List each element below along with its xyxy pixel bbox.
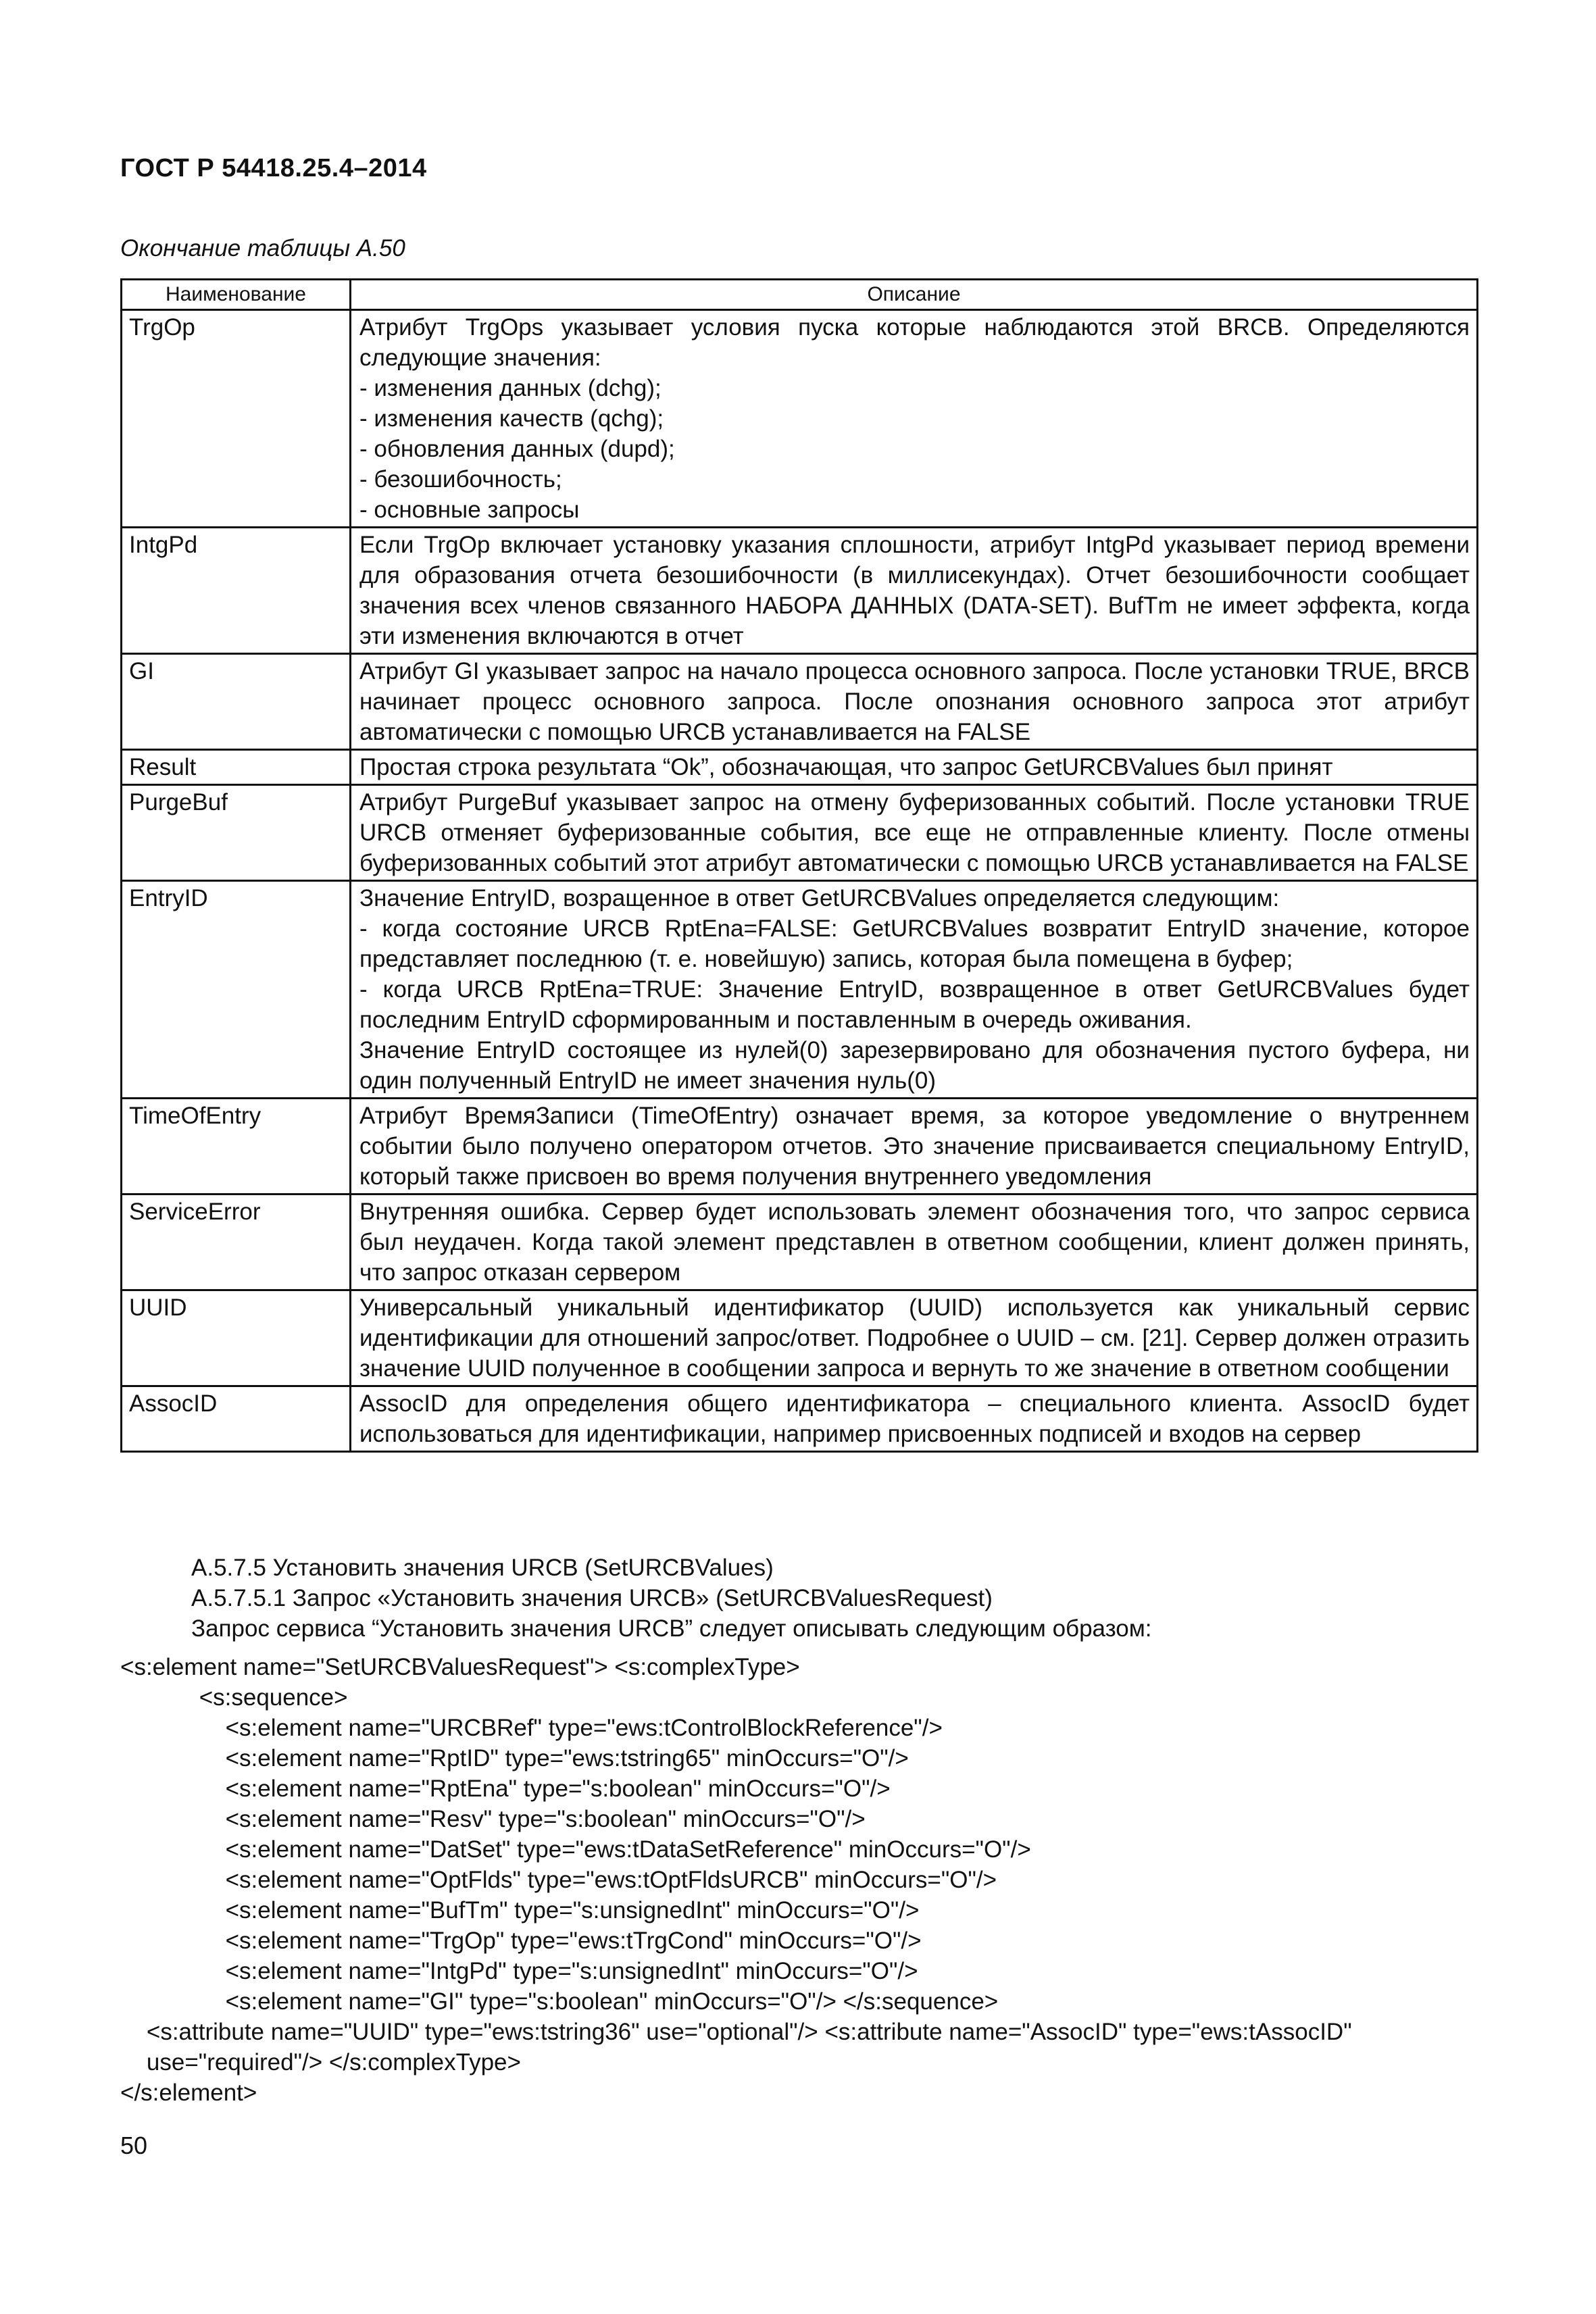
attribute-name-cell: PurgeBuf: [122, 785, 351, 881]
code-line: </s:element>: [120, 2080, 257, 2106]
attribute-description-cell: [351, 1194, 1478, 1290]
page-number: 50: [120, 2132, 148, 2159]
section-heading-a5-7-5: А.5.7.5 Установить значения URCB (SetURCBValues): [191, 1555, 774, 1581]
description-line: - обновления данных (dupd);: [359, 436, 675, 462]
description-line: - когда состояние URCB RptEna=FALSE: GetURCBValues возвратит EntryID значение, которое представляет последнюю (т. е. новейшую) запись, которая была помещена в буфер;: [359, 915, 1470, 972]
section-paragraph: Запрос сервиса “Установить значения URCB” следует описывать следующим образом:: [191, 1615, 1152, 1642]
attributes-table: [120, 278, 1478, 1453]
attribute-name-cell: EntryID: [122, 881, 351, 1099]
code-line: <s:element name="SetURCBValuesRequest"> <s:complexType>: [120, 1654, 800, 1680]
code-line: <s:element name="IntgPd" type="s:unsignedInt" minOccurs="O"/>: [120, 1958, 918, 1984]
table-row: [122, 654, 1478, 750]
description-line: - когда URCB RptEna=TRUE: Значение EntryID, возвращенное в ответ GetURCBValues будет последним EntryID сформированным и поставленным в очередь оживания.: [359, 976, 1470, 1033]
attribute-name-cell: UUID: [122, 1290, 351, 1386]
attribute-name-cell: Result: [122, 750, 351, 785]
table-row: [122, 750, 1478, 785]
description-line: Атрибут GI указывает запрос на начало процесса основного запроса. После установки TRUE, BRCB начинает процесс основного запроса. После опознания основного запроса этот атрибут автоматически с помощью URCB устанавливается на FALSE: [359, 658, 1470, 745]
code-line: <s:element name="URCBRef" type="ews:tControlBlockReference"/>: [120, 1715, 943, 1741]
code-line: <s:element name="DatSet" type="ews:tDataSetReference" minOccurs="O"/>: [120, 1836, 1031, 1863]
code-line: <s:sequence>: [120, 1684, 348, 1711]
attribute-description-cell: [351, 1386, 1478, 1452]
attribute-name-cell: GI: [122, 654, 351, 750]
description-line: Внутренняя ошибка. Сервер будет использовать элемент обозначения того, что запрос сервиса был неудачен. Когда такой элемент представлен в ответном сообщении, клиент должен принять, что запрос отказан сервером: [359, 1199, 1470, 1286]
column-header-description: Описание: [351, 280, 1478, 310]
description-line: Значение EntryID, возращенное в ответ GetURCBValues определяется следующим:: [359, 885, 1280, 911]
table-row: [122, 1386, 1478, 1452]
attribute-description-cell: [351, 1099, 1478, 1194]
code-line: <s:element name="BufTm" type="s:unsignedInt" minOccurs="O"/>: [120, 1897, 920, 1923]
code-line: <s:element name="RptEna" type="s:boolean" minOccurs="O"/>: [120, 1776, 891, 1802]
description-line: Атрибут TrgOps указывает условия пуска которые наблюдаются этой BRCB. Определяются следующие значения:: [359, 314, 1470, 371]
table-caption: Окончание таблицы А.50: [120, 235, 405, 261]
table-row: [122, 1099, 1478, 1194]
code-line: <s:element name="GI" type="s:boolean" minOccurs="O"/> </s:sequence>: [120, 1988, 999, 2015]
attribute-name-cell: ServiceError: [122, 1194, 351, 1290]
attribute-description-cell: [351, 654, 1478, 750]
description-line: Значение EntryID состоящее из нулей(0) зарезервировано для обозначения пустого буфера, ни один полученный EntryID не имеет значения нуль(0): [359, 1037, 1470, 1094]
description-line: Простая строка результата “Ok”, обозначающая, что запрос GetURCBValues был принят: [359, 754, 1333, 780]
description-line: Если TrgOp включает установку указания сплошности, атрибут IntgPd указывает период времени для образования отчета безошибочности (в миллисекундах). Отчет безошибочности сообщает значения всех членов связанного НАБОРА ДАННЫХ (DATA-SET). BufTm не имеет эффекта, когда эти изменения включаются в отчет: [359, 532, 1470, 649]
attribute-name-cell: TimeOfEntry: [122, 1099, 351, 1194]
description-line: Атрибут ВремяЗаписи (TimeOfEntry) означает время, за которое уведомление о внутреннем событии было получено оператором отчетов. Это значение присваивается специальному EntryID, который также присвоен во время получения внутреннего уведомления: [359, 1103, 1470, 1190]
table-row: [122, 1194, 1478, 1290]
description-line: - безошибочность;: [359, 466, 562, 493]
code-line: <s:element name="RptID" type="ews:tstring65" minOccurs="O"/>: [120, 1745, 909, 1771]
code-line: use="required"/> </s:complexType>: [120, 2049, 521, 2076]
table-row: [122, 785, 1478, 881]
code-line: <s:element name="TrgOp" type="ews:tTrgCond" minOccurs="O"/>: [120, 1928, 922, 1954]
document-header: ГОСТ Р 54418.25.4–2014: [120, 154, 427, 182]
attribute-description-cell: [351, 750, 1478, 785]
description-line: Атрибут PurgeBuf указывает запрос на отмену буферизованных событий. После установки TRUE URCB отменяет буферизованные события, все еще не отправленные клиенту. После отмены буферизованных событий этот атрибут автоматически с помощью URCB устанавливается на FALSE: [359, 789, 1470, 876]
code-line: <s:element name="OptFlds" type="ews:tOptFldsURCB" minOccurs="O"/>: [120, 1867, 997, 1893]
attribute-description-cell: [351, 310, 1478, 528]
attribute-description-cell: [351, 785, 1478, 881]
xml-code-block: [120, 1652, 1352, 2108]
attribute-name-cell: TrgOp: [122, 310, 351, 528]
attribute-name-cell: AssocID: [122, 1386, 351, 1452]
attribute-name-cell: IntgPd: [122, 528, 351, 654]
description-line: AssocID для определения общего идентификатора – специального клиента. AssocID будет использоваться для идентификации, например присвоенных подписей и входов на сервер: [359, 1390, 1470, 1447]
attribute-description-cell: [351, 881, 1478, 1099]
description-line: - основные запросы: [359, 497, 580, 523]
table-row: [122, 528, 1478, 654]
code-line: <s:element name="Resv" type="s:boolean" minOccurs="O"/>: [120, 1806, 866, 1832]
table-row: [122, 1290, 1478, 1386]
description-line: - изменения качеств (qchg);: [359, 405, 664, 432]
column-header-name: Наименование: [122, 280, 351, 310]
attribute-description-cell: [351, 1290, 1478, 1386]
code-line: <s:attribute name="UUID" type="ews:tstring36" use="optional"/> <s:attribute name="AssocID" type="ews:tAssocID": [120, 2019, 1352, 2045]
description-line: Универсальный уникальный идентификатор (UUID) используется как уникальный сервис идентификации для отношений запрос/ответ. Подробнее о UUID – см. [21]. Сервер должен отразить значение UUID полученное в сообщении запроса и вернуть то же значение в ответном сообщении: [359, 1294, 1470, 1382]
table-row: [122, 310, 1478, 528]
description-line: - изменения данных (dchg);: [359, 375, 662, 401]
section-heading-a5-7-5-1: А.5.7.5.1 Запрос «Установить значения URCB» (SetURCBValuesRequest): [191, 1585, 993, 1611]
attribute-description-cell: [351, 528, 1478, 654]
table-row: [122, 881, 1478, 1099]
table-header-row: [122, 280, 1478, 310]
